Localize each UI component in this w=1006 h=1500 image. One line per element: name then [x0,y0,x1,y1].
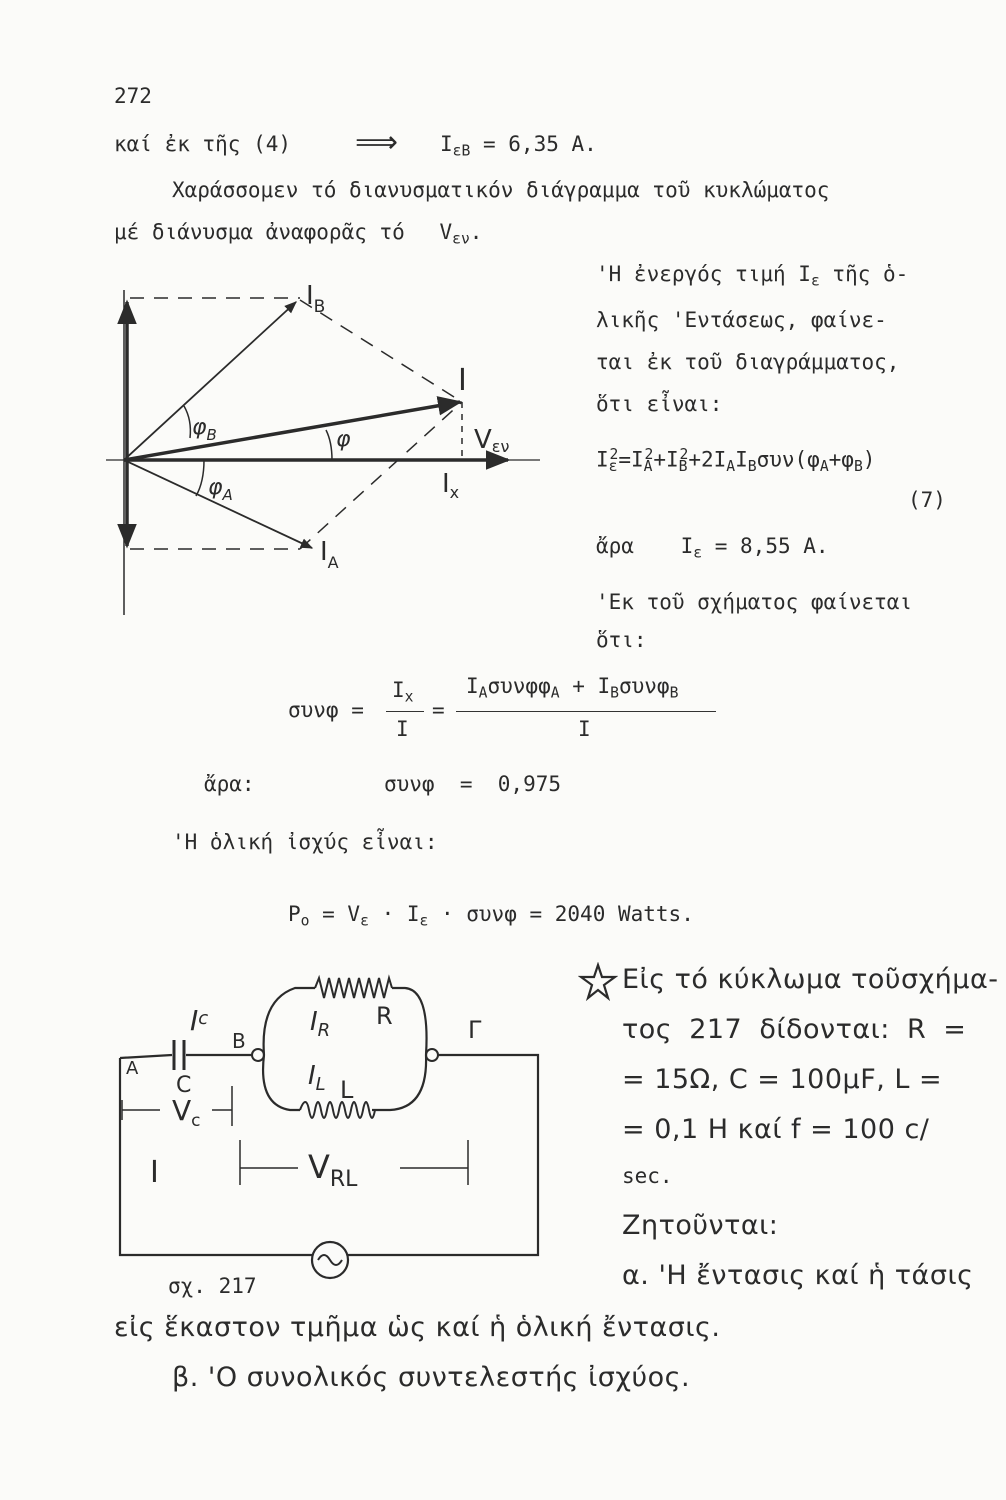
ieb-subscript: εΒ [452,142,471,160]
power-intro: 'Η ὁλική ἰσχύς εἶναι: [172,830,438,854]
problem-line-6: Ζητοῦνται: [622,1210,779,1241]
power-rest2: · I [368,902,420,926]
label-a: A [126,1058,139,1079]
vector-ia [124,460,312,548]
frac1-num-i: I [392,678,405,702]
result-ie: ἄρα $I_\varepsilon = 8,55$ A. [596,534,829,562]
angle-arc-phia [196,460,204,496]
wire-left-top [120,1055,256,1058]
frac2-plus: + I [559,674,611,698]
frac1-num-sub: x [404,688,414,706]
problem-line-3: = 15Ω, C = 100μF, L = [622,1064,943,1095]
label-il: $I_L$ [308,1061,326,1095]
circuit-diagram [100,960,560,1310]
label-b: B [232,1029,246,1053]
frac2-num-cos-a: συνφ [487,674,539,698]
r1a: 'Η ἐνεργός τιμή I [596,262,811,286]
implies-arrow: ⟹ [355,125,399,160]
frac1-bar [386,711,424,712]
label-gamma: Γ [468,1016,482,1044]
vector-diagram [100,270,660,630]
cos-lhs: συνφ = [288,698,364,722]
problem-line-4: = 0,1 Η καί f = 100 c/ [622,1114,930,1145]
star-icon [578,962,618,1002]
result-cosphi: συνφ = 0,975 [384,772,562,796]
label-v: Vεν [474,425,510,456]
angle-arc-phi [326,430,332,460]
line3-end: . [469,220,483,244]
line1-prefix: καί ἐκ τῆς (4) [114,132,292,156]
ieb-value: = 6,35 A. [483,132,597,156]
vector-i [124,402,460,460]
problem-line-9: β. 'Ο συνολικός συντελεστής ἰσχύος. [172,1362,691,1393]
node-b [252,1049,264,1061]
power-rest3: · συνφ = 2040 Watts. [428,902,694,926]
power-v-sub: ε [360,912,369,930]
branch-upper [264,988,427,1055]
power-p-sub: o [300,912,310,930]
res-prefix: ἄρα [596,534,634,558]
result-prefix: ἄρα: [204,772,255,796]
label-ic: $I^c$ [190,1004,209,1037]
power-formula [288,904,694,929]
frac2-num: $I_A\sigma\upsilon\nu\varphi\varphi_A + I_B\sigma\upsilon\nu\varphi_B$ [466,674,679,702]
problem-line-8: εἰς ἕκαστον τμῆμα ὡς καί ἡ ὁλική ἔντασις. [114,1312,721,1343]
text-line-3 [114,222,482,247]
label-ir: $I_R$ [310,1007,331,1041]
right-col-line-6: 'Εκ τοῦ σχήματος φαίνεται [596,590,913,614]
r1b: τῆς ὁ- [819,262,909,286]
r1-sub: ε [810,272,820,290]
line3-text: μέ διάνυσμα ἀναφορᾶς τό [114,220,405,244]
node-gamma [426,1049,438,1061]
label-phi: φ [336,427,351,452]
resistor-r [315,978,392,998]
problem-line-7: α. 'Η ἔντασις καί ἡ τάσις [622,1260,974,1291]
label-ix: $I_x$ [442,469,460,502]
label-l: L [340,1076,354,1104]
frac2-bar [456,711,716,712]
label-i: I [458,363,467,398]
label-phia: $\varphi_A$ [208,475,233,504]
equation-7: $I_\varepsilon^2=I_A^2+I_B^2+2I_AI_B\sigma\upsilon\nu(\varphi_A+\varphi_B)$ [596,446,876,475]
text-line-1 [114,134,291,155]
right-col-line-4: ὅτι εἶναι: [596,392,723,416]
line1-equation [440,134,597,159]
label-r: R [376,1002,393,1030]
label-i-circuit: I [150,1155,159,1190]
label-vrl: $V_{RL}$ [308,1148,358,1192]
label-phib: $\varphi_B$ [192,415,217,444]
power-i-sub: ε [419,912,429,930]
v-ref-symbol: V [439,220,453,244]
right-col-line-2: λικῆς 'Εντάσεως, φαίνε- [596,308,887,332]
frac1-den: I [396,717,409,741]
problem-line-2: τος 217 δίδονται: R = [622,1014,967,1045]
label-ia: $I_A$ [320,537,339,572]
problem-line-5: sec. [622,1164,673,1188]
label-vc: $V_c$ [172,1094,201,1131]
frac2-den: I [578,717,591,741]
problem-line-1: Εἰς τό κύκλωμα τοῦσχήμα- [622,964,999,995]
right-col-line-3: ται ἐκ τοῦ διαγράμματος, [596,350,900,374]
figure-caption: σχ. 217 [168,1274,257,1298]
text-line-2: Χαράσσομεν τό διανυσματικόν διάγραμμα τοῦ κυκλώματος [172,178,830,202]
inductor-l [300,1102,375,1118]
label-c: C [176,1073,192,1098]
page-number: 272 [114,84,152,108]
power-p: P [288,902,301,926]
frac1-num [392,680,414,705]
angle-arc-phib [184,406,190,438]
label-ib: $I_B$ [306,281,326,317]
power-rest1: = V [309,902,361,926]
equation-number: (7) [908,488,946,512]
ieb-symbol: I [440,132,453,156]
frac-eq: = [432,698,445,722]
v-ref-subscript: εν [452,230,470,248]
res-value: = 8,55 A. [714,534,829,558]
right-col-line-7: ὅτι: [596,628,647,652]
